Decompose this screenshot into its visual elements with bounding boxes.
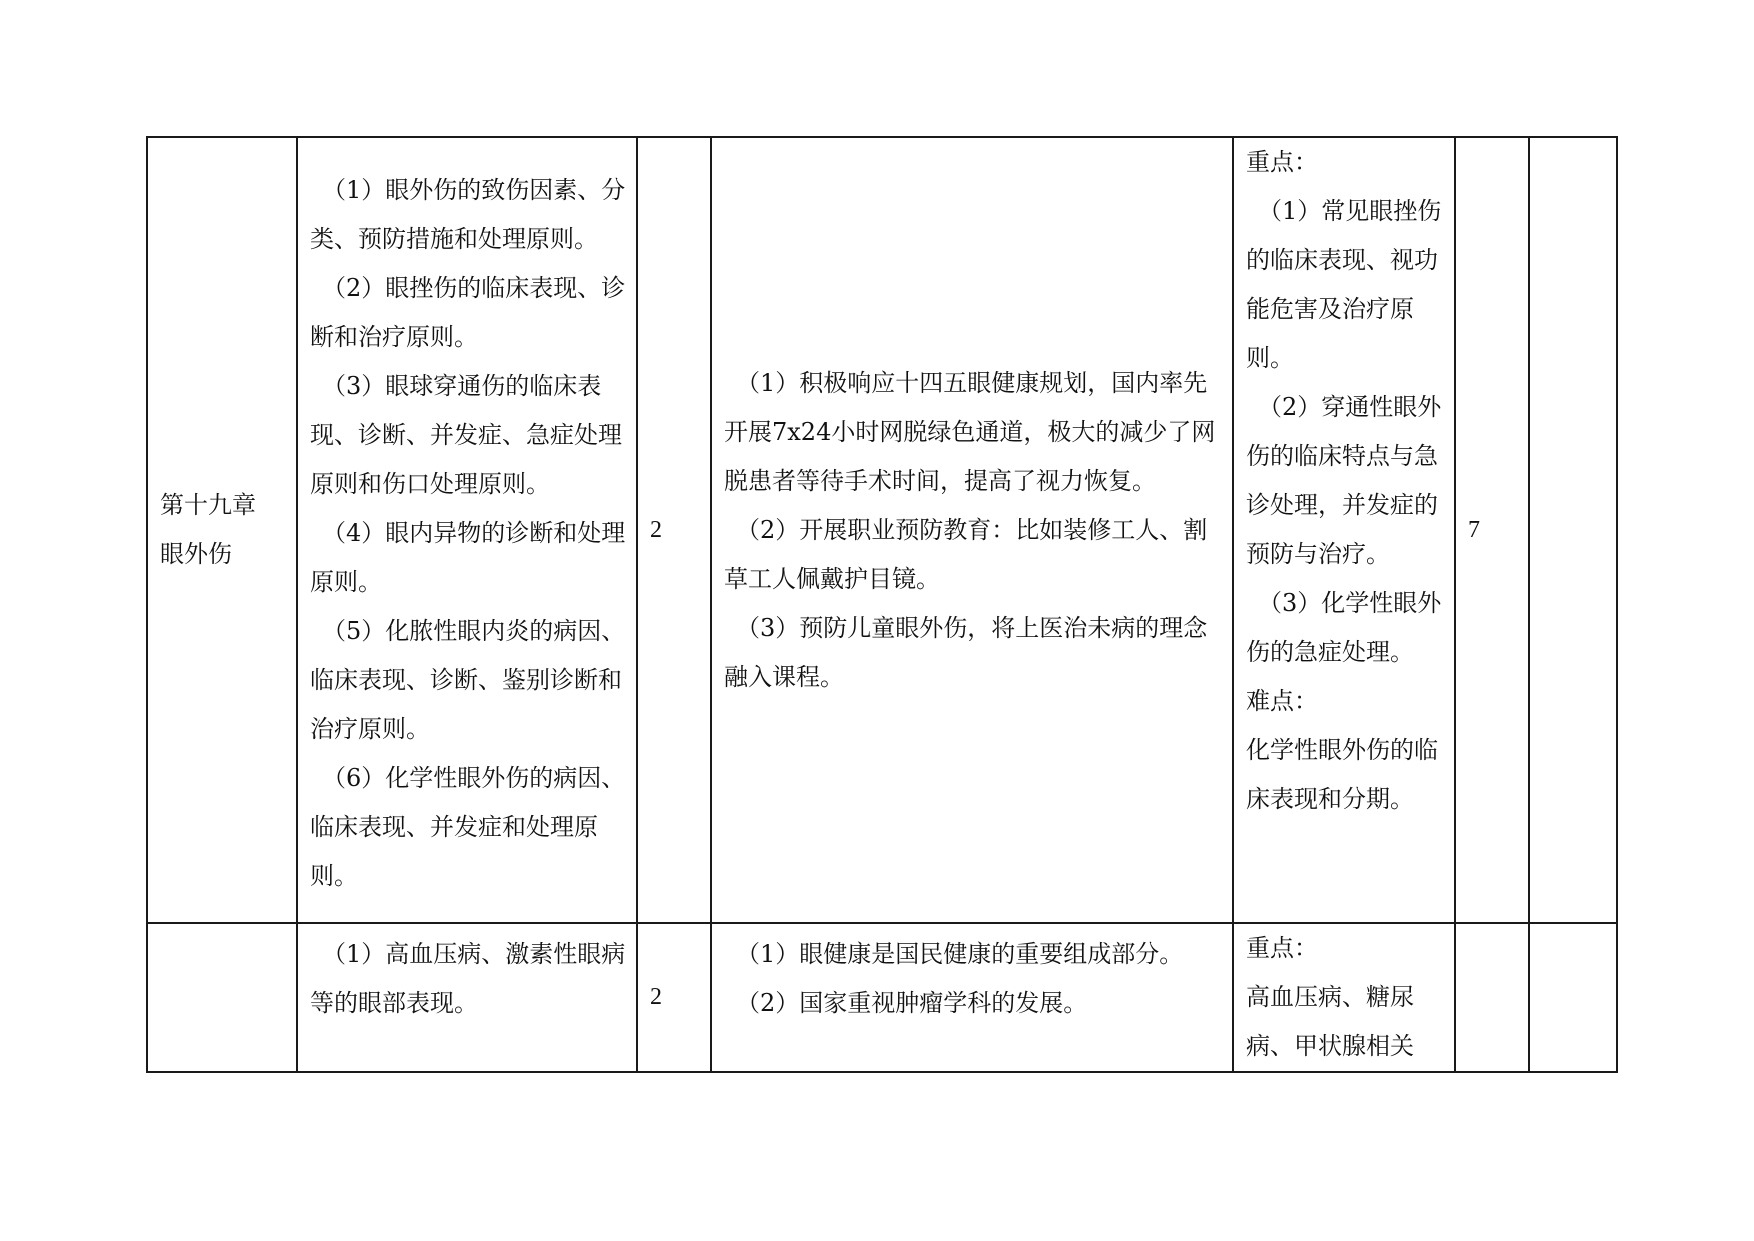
objective-cell: 7: [1455, 137, 1529, 923]
table-row: [147, 137, 1617, 923]
chapter-cell: [147, 923, 297, 1072]
content-item: （5）化脓性眼内炎的病因、临床表现、诊断、鉴别诊断和治疗原则。: [310, 616, 626, 743]
chapter-title: 眼外伤: [160, 540, 232, 568]
key-point-item: 高血压病、糖尿病、甲状腺相关: [1246, 983, 1414, 1060]
ideology-item: （2）国家重视肿瘤学科的发展。: [736, 989, 1088, 1017]
key-points-cell: [1233, 137, 1455, 923]
extra-cell: [1529, 923, 1617, 1072]
ideology-cell: [711, 923, 1233, 1072]
objective-cell: [1455, 923, 1529, 1072]
key-point-item: （2）穿通性眼外伤的临床特点与急诊处理，并发症的预防与治疗。: [1246, 393, 1442, 568]
key-points-cell: [1233, 923, 1455, 1072]
content-cell: [297, 137, 637, 923]
syllabus-table: [146, 136, 1618, 1073]
content-item: （1）高血压病、激素性眼病等的眼部表现。: [310, 940, 626, 1017]
content-item: （2）眼挫伤的临床表现、诊断和治疗原则。: [310, 273, 626, 351]
content-item: （6）化学性眼外伤的病因、临床表现、并发症和处理原则。: [310, 763, 626, 890]
ideology-item: （2）开展职业预防教育：比如装修工人、割草工人佩戴护目镜。: [724, 515, 1208, 593]
content-item: （3）眼球穿通伤的临床表现、诊断、并发症、急症处理原则和伤口处理原则。: [310, 371, 622, 498]
key-point-item: （3）化学性眼外伤的急症处理。: [1246, 589, 1442, 666]
difficulty-item: 化学性眼外伤的临床表现和分期。: [1246, 736, 1438, 813]
content-item: （4）眼内异物的诊断和处理原则。: [310, 518, 626, 596]
difficulty-heading: 难点：: [1246, 687, 1318, 715]
content-cell: [297, 923, 637, 1072]
ideology-item: （1）积极响应十四五眼健康规划，国内率先开展7x24小时网脱绿色通道，极大的减少了网脱患者等待手术时间，提高了视力恢复。: [724, 368, 1216, 495]
content-item: （1）眼外伤的致伤因素、分类、预防措施和处理原则。: [310, 175, 626, 253]
chapter-cell: [147, 137, 297, 923]
key-point-item: （1）常见眼挫伤的临床表现、视功能危害及治疗原则。: [1246, 197, 1442, 372]
ideology-cell: [711, 137, 1233, 923]
key-points-heading: 重点：: [1246, 148, 1318, 176]
table-row: [147, 923, 1617, 1072]
key-points-heading: 重点：: [1246, 934, 1318, 962]
chapter-number: 第十九章: [160, 491, 256, 519]
ideology-item: （3）预防儿童眼外伤，将上医治未病的理念融入课程。: [724, 613, 1208, 691]
hours-cell: 2: [637, 923, 711, 1072]
ideology-item: （1）眼健康是国民健康的重要组成部分。: [736, 940, 1184, 968]
extra-cell: [1529, 137, 1617, 923]
hours-cell: 2: [637, 137, 711, 923]
